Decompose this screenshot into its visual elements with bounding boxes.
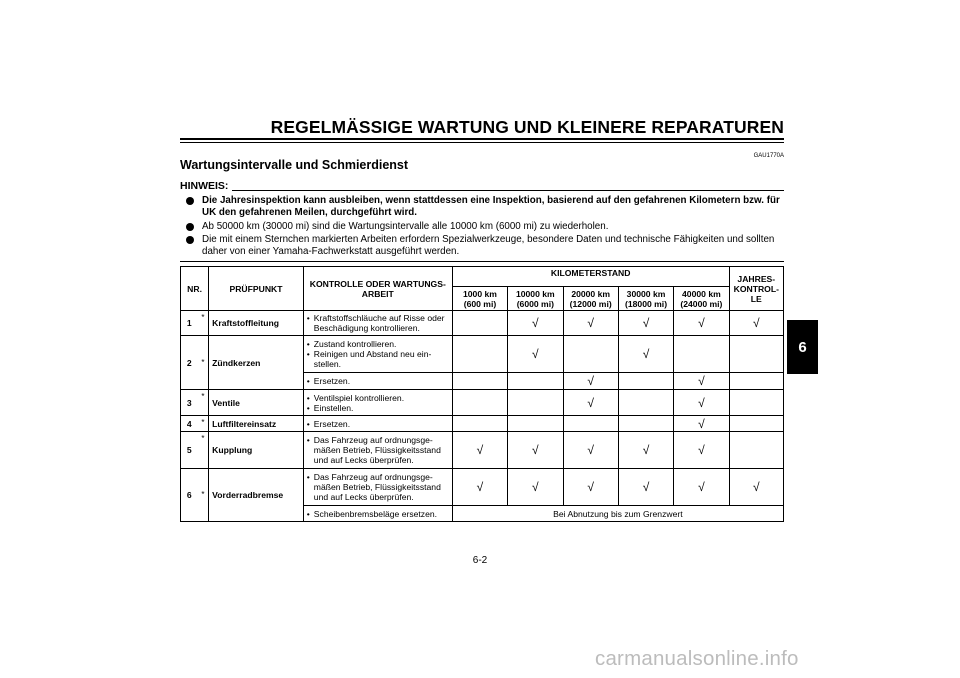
row-work [303, 390, 452, 416]
check-cell: √ [618, 311, 673, 336]
km-label: 1000 km [462, 288, 497, 299]
note-text: Die Jahresinspektion kann ausbleiben, wenn stattdessen eine Inspektion, basierend auf den gefahrenen Kilometern bzw. für UK den gefahrenen Meilen, durchgeführt wird. [202, 195, 780, 219]
notes-rule [180, 261, 784, 262]
check-cell [674, 336, 729, 373]
row-item: Zündkerzen [209, 336, 304, 390]
check-cell: √ [674, 373, 729, 390]
star-marker: * [198, 416, 209, 432]
row-work [303, 373, 452, 390]
work-step: • Das Fahrzeug auf ordnungsge-mäßen Betrieb, Flüssigkeitsstand und auf Lecks überprüfen. [307, 472, 449, 502]
document-code: GAU1770A [753, 153, 784, 159]
header-rule-thin [180, 142, 784, 143]
check-cell: √ [729, 311, 783, 336]
mi-label: (600 mi) [463, 298, 497, 309]
work-step: • Ersetzen. [307, 376, 449, 386]
check-cell: √ [618, 432, 673, 469]
star-marker: * [198, 311, 209, 336]
bullet-icon [186, 197, 194, 205]
row-item: Kraftstoffleitung [209, 311, 304, 336]
check-cell [729, 390, 783, 416]
km-label: 10000 km [515, 288, 555, 299]
header-km-40000 [674, 287, 729, 311]
page-header-title: REGELMÄSSIGE WARTUNG UND KLEINERE REPARATUREN [270, 117, 784, 137]
check-cell [508, 390, 563, 416]
row-number: 1 [181, 311, 198, 336]
row-number: 4 [181, 416, 198, 432]
header-rule [180, 138, 784, 140]
mi-label: (6000 mi) [516, 298, 554, 309]
row-number: 3 [181, 390, 198, 416]
row-work [303, 336, 452, 373]
hinweis-rule [232, 190, 784, 191]
note-text: Die mit einem Sternchen markierten Arbeiten erfordern Spezialwerkzeuge, besondere Daten und technische Fähigkeiten und sollten daher von einer Yamaha-Fachwerkstatt ausgeführt werden. [202, 233, 775, 258]
row-work [303, 506, 452, 522]
work-step: • Ersetzen. [307, 419, 449, 429]
row-number: 6 [181, 469, 198, 522]
row-item: Kupplung [209, 432, 304, 469]
page-number: 6-2 [472, 555, 488, 566]
check-cell: √ [618, 469, 673, 506]
header-km-30000 [618, 287, 673, 311]
bullet-icon [186, 236, 194, 244]
check-cell [563, 416, 618, 432]
check-cell: √ [563, 390, 618, 416]
work-step: • Ventilspiel kontrollieren. [307, 393, 449, 403]
bullet-icon [186, 223, 194, 231]
header-km-10000 [508, 287, 563, 311]
work-step: • Zustand kontrollieren. [307, 339, 449, 349]
maintenance-table [180, 266, 784, 522]
table-row [181, 432, 784, 469]
check-cell: √ [563, 373, 618, 390]
work-step: • Reinigen und Abstand neu ein-stellen. [307, 349, 449, 369]
work-step: • Scheibenbremsbeläge ersetzen. [307, 509, 449, 519]
check-cell [508, 373, 563, 390]
check-cell: √ [508, 311, 563, 336]
table-row [181, 469, 784, 506]
check-cell: √ [508, 469, 563, 506]
mi-label: (18000 mi) [625, 298, 668, 309]
watermark: carmanualsonline.info [595, 647, 799, 670]
header-km-group: KILOMETERSTAND [452, 267, 729, 287]
check-cell [729, 432, 783, 469]
check-cell: √ [508, 432, 563, 469]
note-text: Ab 50000 km (30000 mi) sind die Wartungsintervalle alle 10000 km (6000 mi) zu wiederholen. [202, 220, 609, 232]
star-marker: * [198, 432, 209, 469]
row-work [303, 311, 452, 336]
check-cell: √ [452, 469, 507, 506]
row-item: Luftfiltereinsatz [209, 416, 304, 432]
check-cell [563, 336, 618, 373]
row-item: Vorderradbremse [209, 469, 304, 522]
check-cell [452, 416, 507, 432]
table-row [181, 336, 784, 373]
note-item [186, 195, 784, 220]
km-label: 20000 km [571, 288, 611, 299]
check-cell [618, 373, 673, 390]
check-cell: √ [729, 469, 783, 506]
work-step: • Kraftstoffschläuche auf Risse oder Beschädigung kontrollieren. [307, 313, 449, 333]
row-number: 5 [181, 432, 198, 469]
row-number: 2 [181, 336, 198, 390]
check-cell: √ [563, 469, 618, 506]
check-cell [508, 416, 563, 432]
header-nr: NR. [181, 267, 209, 311]
check-cell: √ [674, 390, 729, 416]
check-cell: √ [563, 311, 618, 336]
star-marker: * [198, 390, 209, 416]
note-item [186, 221, 784, 233]
check-cell [729, 416, 783, 432]
note-item [186, 234, 784, 259]
check-cell: √ [674, 432, 729, 469]
header-km-20000 [563, 287, 618, 311]
mi-label: (12000 mi) [569, 298, 612, 309]
header-km-1000 [452, 287, 507, 311]
hinweis-label: HINWEIS: [180, 180, 229, 192]
row-item: Ventile [209, 390, 304, 416]
mi-label: (24000 mi) [680, 298, 723, 309]
check-cell [729, 336, 783, 373]
check-cell [729, 373, 783, 390]
chapter-tab[interactable]: 6 [787, 320, 818, 374]
work-step: • Das Fahrzeug auf ordnungsge-mäßen Betrieb, Flüssigkeitsstand und auf Lecks überprüfen. [307, 435, 449, 465]
header-year: JAHRES-KONTROL-LE [729, 267, 783, 311]
check-cell: √ [674, 469, 729, 506]
check-cell [618, 390, 673, 416]
header-work: KONTROLLE ODER WARTUNGS-ARBEIT [303, 267, 452, 311]
check-cell: √ [674, 311, 729, 336]
check-cell [452, 373, 507, 390]
check-cell: √ [563, 432, 618, 469]
star-marker: * [198, 469, 209, 522]
hinweis-notes [186, 195, 784, 259]
check-cell: √ [508, 336, 563, 373]
table-row [181, 390, 784, 416]
check-cell [452, 336, 507, 373]
row-work [303, 432, 452, 469]
km-label: 30000 km [626, 288, 666, 299]
row-work [303, 416, 452, 432]
check-cell: √ [674, 416, 729, 432]
table-row [181, 416, 784, 432]
table-row [181, 311, 784, 336]
km-label: 40000 km [682, 288, 721, 299]
section-title: Wartungsintervalle und Schmierdienst [180, 158, 409, 172]
check-cell [452, 390, 507, 416]
check-cell [618, 416, 673, 432]
header-item: PRÜFPUNKT [209, 267, 304, 311]
work-step: • Einstellen. [307, 403, 449, 413]
star-marker: * [198, 336, 209, 390]
check-cell: √ [452, 432, 507, 469]
row-work [303, 469, 452, 506]
check-cell [452, 311, 507, 336]
interval-note: Bei Abnutzung bis zum Grenzwert [452, 506, 783, 522]
check-cell: √ [618, 336, 673, 373]
table-header-row [181, 267, 784, 287]
